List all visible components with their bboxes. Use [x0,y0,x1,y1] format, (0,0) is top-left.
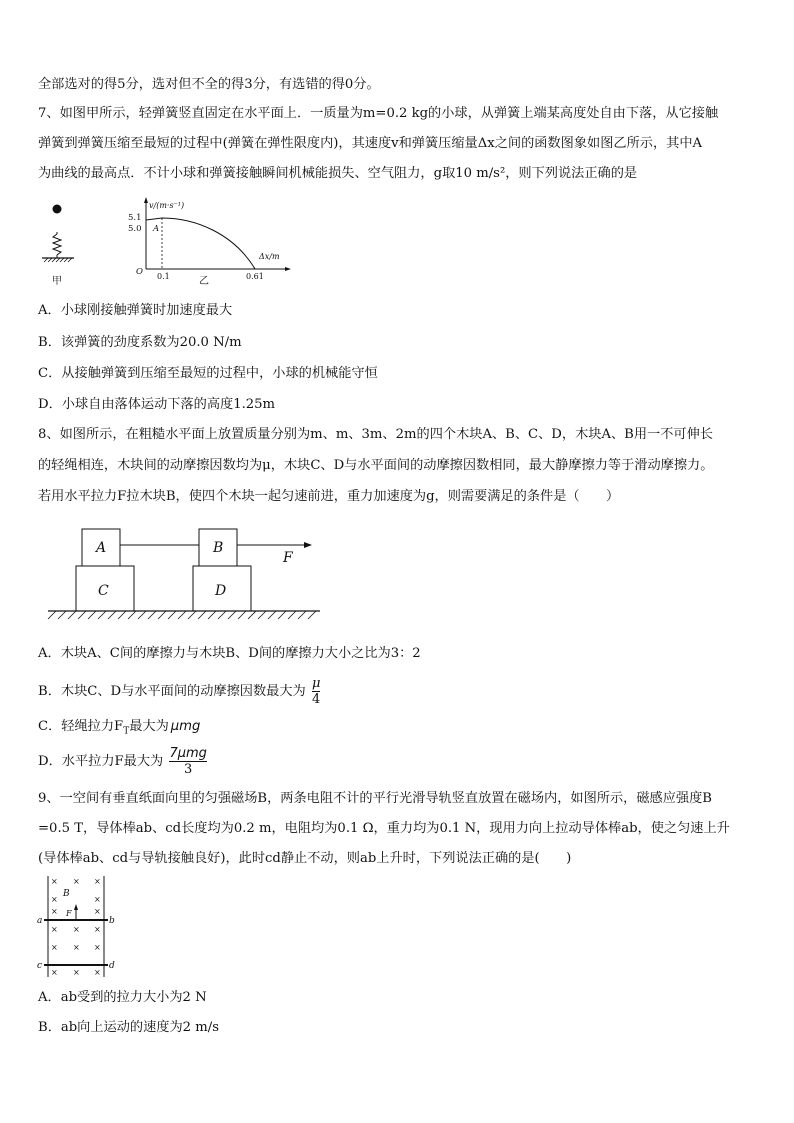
label-a: a [37,916,43,926]
ball [53,205,62,214]
point-a-label: A [153,224,160,234]
fraction-numerator: 7μmg [169,746,207,761]
q8-option-c-subscript: T [123,726,130,737]
q8-stem-line1: 8、如图所示，在粗糙水平面上放置质量分别为m、m、3m、2m的四个木块A、B、C、D，木块A、B用一不可伸长 [38,427,713,442]
field-mark: × [94,925,101,934]
field-mark: × [51,877,58,886]
field-mark: × [51,943,58,952]
q8-option-d-fraction [169,746,206,777]
q7-figure [36,196,306,296]
label-b: B [213,540,224,556]
label-a: A [96,540,107,556]
field-mark: × [51,907,58,916]
label-b-field: B [63,889,70,899]
q8-option-c [38,718,200,741]
q8-option-d [38,746,207,777]
label-f: F [283,550,293,566]
q8-option-b-text: B．木块C、D与水平面间的动摩擦因数最大为 [38,684,306,699]
q9-stem-line2: =0.5 T，导体棒ab、cd长度均为0.2 m，电阻均为0.1 Ω，重力均为0.1 N，现用力向上拉动导体棒ab，使之匀速上升 [38,821,730,836]
q9-stem-line3: (导体棒ab、cd与导轨接触良好)，此时cd静止不动，则ab上升时，下列说法正确的是( ) [38,851,572,866]
label-c: C [98,583,109,599]
q7-option-b: B．该弹簧的劲度系数为20.0 N/m [38,335,242,350]
y-tick-5-0: 5.0 [128,224,142,234]
q7-option-a: A．小球刚接触弹簧时加速度最大 [38,303,233,318]
q8-option-c-tail: 最大为 [129,719,169,734]
field-mark: × [73,877,80,886]
field-mark: × [73,925,80,934]
q8-option-a: A．木块A、C间的摩擦力与木块B、D间的摩擦力大小之比为3：2 [38,646,421,661]
fraction-denominator: 3 [169,761,206,777]
field-mark: × [51,968,58,977]
q8-option-b [38,676,320,707]
q9-stem-line1: 9、一空间有垂直纸面向里的匀强磁场B，两条电阻不计的平行光滑导轨竖直放置在磁场内，如图所示，磁感应强度B [38,791,712,806]
q9-option-b: B．ab向上运动的速度为2 m/s [38,1020,219,1035]
x-tick-0-1: 0.1 [157,272,170,281]
label-f: F [66,909,72,918]
y-tick-5-1: 5.1 [128,213,142,223]
q8-figure [40,525,330,629]
field-mark: × [94,968,101,977]
q9-figure [34,874,124,984]
q7-option-d: D．小球自由落体运动下落的高度1.25m [38,397,276,412]
yi-label: 乙 [199,276,209,287]
q9-option-a: A．ab受到的拉力大小为2 N [38,990,207,1005]
spring [53,234,61,255]
q8-option-b-fraction [312,676,320,707]
label-b: b [109,916,115,926]
fraction-numerator: μ [311,676,321,691]
field-mark: × [94,877,101,886]
intro-line: 全部选对的得5分，选对但不全的得3分，有选错的得0分。 [38,77,380,92]
q7-stem-line2: 弹簧到弹簧压缩至最短的过程中(弹簧在弹性限度内)，其速度v和弹簧压缩量Δx之间的函数图象如图乙所示，其中A [38,136,703,151]
q8-stem-line2: 的轻绳相连，木块间的动摩擦因数均为μ，木块C、D与水平面间的动摩擦因数相同，最大静摩擦力等于滑动摩擦力。 [38,458,714,473]
x-tick-0-61: 0.61 [246,272,264,281]
q8-option-c-text: C．轻绳拉力F [38,719,124,734]
q8-stem-line3: 若用水平拉力F拉木块B，使四个木块一起匀速前进，重力加速度为g，则需要满足的条件是（ ） [38,489,620,504]
q7-stem-line1: 7、如图甲所示，轻弹簧竖直固定在水平面上．一质量为m=0.2 kg的小球，从弹簧上端某高度处自由下落，从它接触 [38,106,719,121]
q8-option-c-value: μmg [170,719,201,734]
label-d: d [109,961,115,971]
q8-option-d-text: D．水平拉力F最大为 [38,754,164,769]
field-mark: × [51,925,58,934]
label-c: c [37,961,43,971]
y-axis-label: v/(m·s⁻¹) [149,201,185,210]
q7-option-c: C．从接触弹簧到压缩至最短的过程中，小球的机械能守恒 [38,366,378,381]
label-d: D [215,583,227,599]
field-mark: × [94,907,101,916]
field-mark: × [51,895,58,904]
q7-stem-line3: 为曲线的最高点．不计小球和弹簧接触瞬间机械能损失、空气阻力，g取10 m/s²，则下列说法正确的是 [38,166,638,181]
field-mark: × [94,895,101,904]
jia-label: 甲 [52,276,62,287]
field-mark: × [94,943,101,952]
x-axis-label: Δx/m [259,252,280,261]
field-mark: × [73,943,80,952]
field-mark: × [73,968,80,977]
fraction-denominator: 4 [312,692,321,707]
origin-label: O [136,267,143,277]
